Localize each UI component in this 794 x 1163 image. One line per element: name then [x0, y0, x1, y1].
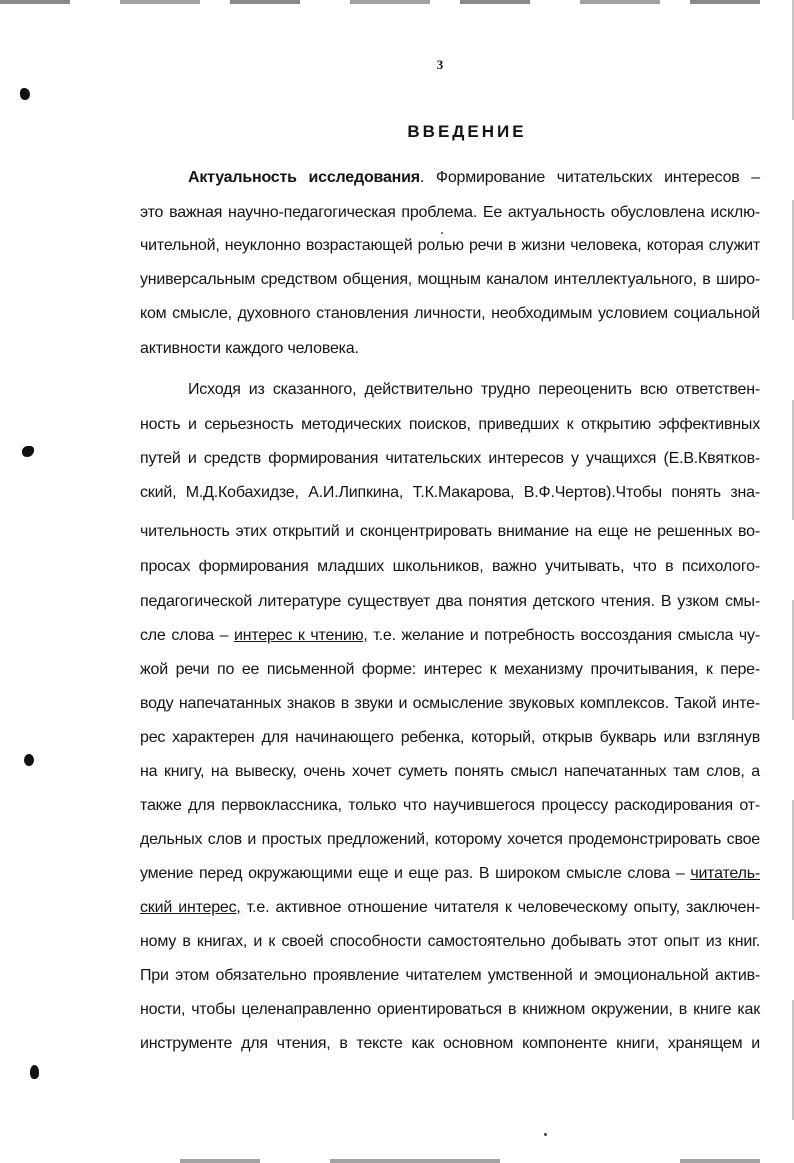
page-title: ВВЕДЕНИЕ — [407, 122, 527, 141]
scan-mark — [24, 754, 34, 766]
text-line: Исходя из сказанного, действительно трудно переоценить всю ответствен- — [188, 381, 760, 398]
text-line: чительность этих открытий и сконцентрировать внимание на еще не решенных во- — [140, 523, 760, 540]
text-line: ности, чтобы целенаправленно ориентироваться в книжном окружении, в книге как — [140, 1001, 760, 1018]
text-line: путей и средств формирования читательских интересов у учащихся (Е.В.Квятков- — [140, 450, 760, 467]
text-line: чительной, неуклонно возрастающей ролью речи в жизни человека, которая служит — [140, 237, 760, 254]
section-lead: Актуальность исследования — [188, 169, 420, 186]
text-line: на книгу, на вывеску, очень хочет суметь понять смысл напечатанных там слов, а — [140, 763, 760, 780]
text-line: ский, М.Д.Кобахидзе, А.И.Липкина, Т.К.Макарова, В.Ф.Чертов).Чтобы понять зна- — [140, 484, 760, 501]
scan-mark — [22, 446, 34, 457]
text-line: активности каждого человека. — [140, 340, 359, 357]
text-line: это важная научно-педагогическая проблема. Ее актуальность обусловлена исклю- — [140, 204, 760, 221]
text-line: жой речи по ее письменной форме: интерес к механизму прочитывания, к пере- — [140, 661, 760, 678]
term-reader-interest: читатель- — [690, 865, 760, 882]
text-line: педагогической литературе существует два понятия детского чтения. В узком смы- — [140, 593, 760, 610]
text-line: сле слова – интерес к чтению, т.е. желание и потребность воссоздания смысла чу- — [140, 627, 760, 644]
scan-speck — [441, 232, 443, 234]
term-reader-interest-cont: ский интерес, — [140, 899, 241, 916]
scan-mark — [30, 1065, 39, 1079]
text-line: рес характерен для начинающего ребенка, который, открыв букварь или взглянув — [140, 729, 760, 746]
scan-mark — [20, 88, 30, 100]
text-line: ком смысле, духовного становления личности, необходимым условием социальной — [140, 305, 760, 322]
page-number: 3 — [436, 57, 444, 72]
text-line: ному в книгах, и к своей способности самостоятельно добывать этот опыт из книг. — [140, 933, 760, 950]
term-reading-interest: интерес к чтению, — [234, 627, 368, 644]
text-line: дельных слов и простых предложений, которому хочется продемонстрировать свое — [140, 831, 760, 848]
scan-edge-top — [0, 0, 794, 4]
text-line: универсальным средством общения, мощным каналом интеллектуального, в широ- — [140, 271, 760, 288]
text-line: ский интерес, т.е. активное отношение читателя к человеческому опыту, заключен- — [140, 899, 760, 916]
text-line: также для первоклассника, только что научившегося процессу раскодирования от- — [140, 797, 760, 814]
text-line: умение перед окружающими еще и еще раз. В широком смысле слова – читатель- — [140, 865, 760, 882]
text-line: просах формирования младших школьников, важно учитывать, что в психолого- — [140, 558, 760, 575]
text-line: ность и серьезность методических поисков, приведших к открытию эффективных — [140, 416, 760, 433]
scan-speck — [544, 1133, 547, 1136]
text-line: воду напечатанных знаков в звуки и осмысление звуковых комплексов. Такой инте- — [140, 695, 760, 712]
paragraph-1-line-1: Актуальность исследования. Формирование читательских интересов – — [188, 169, 761, 186]
text-line: инструменте для чтения, в тексте как основном компоненте книги, хранящем и — [140, 1035, 760, 1052]
text-line: При этом обязательно проявление читателем умственной и эмоциональной актив- — [140, 967, 760, 984]
scan-edge-bottom — [0, 1159, 794, 1163]
